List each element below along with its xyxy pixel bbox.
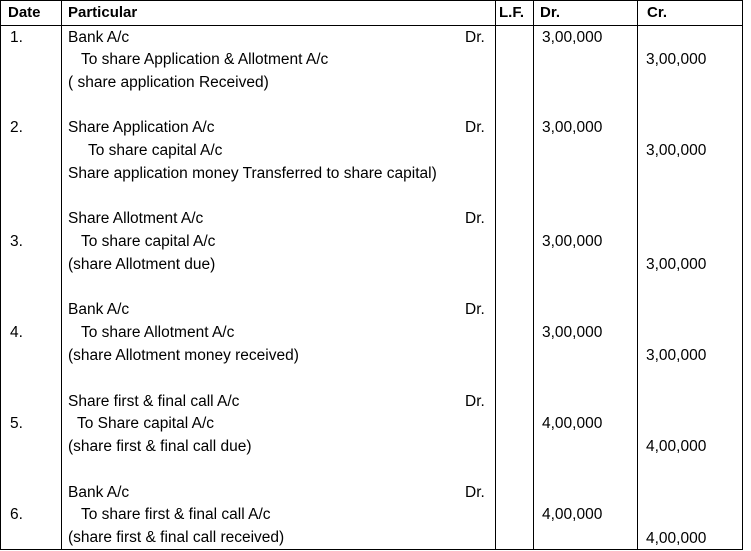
header-particular: Particular [68, 4, 138, 21]
entry-5-dr-mark: Dr. [465, 393, 485, 410]
entry-3-credit-account: To share capital A/c [81, 233, 216, 250]
entry-1-dr-amount: 3,00,000 [542, 29, 603, 46]
entry-2-debit-account: Share Application A/c [68, 119, 215, 136]
entry-5-dr-amount: 4,00,000 [542, 415, 603, 432]
header-cr: Cr. [647, 4, 668, 21]
entry-5-cr-amount: 4,00,000 [646, 438, 707, 455]
entry-1-cr-amount: 3,00,000 [646, 51, 707, 68]
entry-4-date: 4. [10, 324, 23, 341]
entry-2-dr-mark: Dr. [465, 119, 485, 136]
entry-1-debit-account: Bank A/c [68, 29, 130, 46]
entry-3-debit-account: Share Allotment A/c [68, 210, 204, 227]
entry-2-cr-amount: 3,00,000 [646, 142, 707, 159]
header-dr: Dr. [540, 4, 561, 21]
entry-3-date: 3. [10, 233, 23, 250]
entry-6-date: 6. [10, 506, 23, 523]
entry-4-cr-amount: 3,00,000 [646, 347, 707, 364]
entry-5-date: 5. [10, 415, 23, 432]
entry-3-dr-amount: 3,00,000 [542, 233, 603, 250]
entry-3-cr-amount: 3,00,000 [646, 256, 707, 273]
entry-4-debit-account: Bank A/c [68, 301, 130, 318]
entry-1-narration: ( share application Received) [68, 74, 269, 91]
entry-4-dr-amount: 3,00,000 [542, 324, 603, 341]
entry-6-dr-amount: 4,00,000 [542, 506, 603, 523]
entry-5-narration: (share first & final call due) [68, 438, 252, 455]
entry-2-dr-amount: 3,00,000 [542, 119, 603, 136]
entry-4-dr-mark: Dr. [465, 301, 485, 318]
entry-5-debit-account: Share first & final call A/c [68, 393, 240, 410]
entry-6-narration: (share first & final call received) [68, 529, 285, 546]
entry-6-credit-account: To share first & final call A/c [81, 506, 271, 523]
entry-1-date: 1. [10, 29, 23, 46]
entry-6-debit-account: Bank A/c [68, 484, 130, 501]
entry-1-dr-mark: Dr. [465, 29, 485, 46]
entry-4-narration: (share Allotment money received) [68, 347, 299, 364]
header-date: Date [8, 4, 41, 21]
entry-5-credit-account: To Share capital A/c [77, 415, 214, 432]
entry-1-credit-account: To share Application & Allotment A/c [81, 51, 329, 68]
entry-4-credit-account: To share Allotment A/c [81, 324, 235, 341]
header-lf: L.F. [499, 4, 524, 21]
entry-6-dr-mark: Dr. [465, 484, 485, 501]
entry-3-dr-mark: Dr. [465, 210, 485, 227]
entry-6-cr-amount: 4,00,000 [646, 530, 707, 547]
entry-2-narration: Share application money Transferred to share capital) [68, 165, 437, 182]
entry-2-credit-account: To share capital A/c [88, 142, 223, 159]
entry-3-narration: (share Allotment due) [68, 256, 216, 273]
entry-2-date: 2. [10, 119, 23, 136]
